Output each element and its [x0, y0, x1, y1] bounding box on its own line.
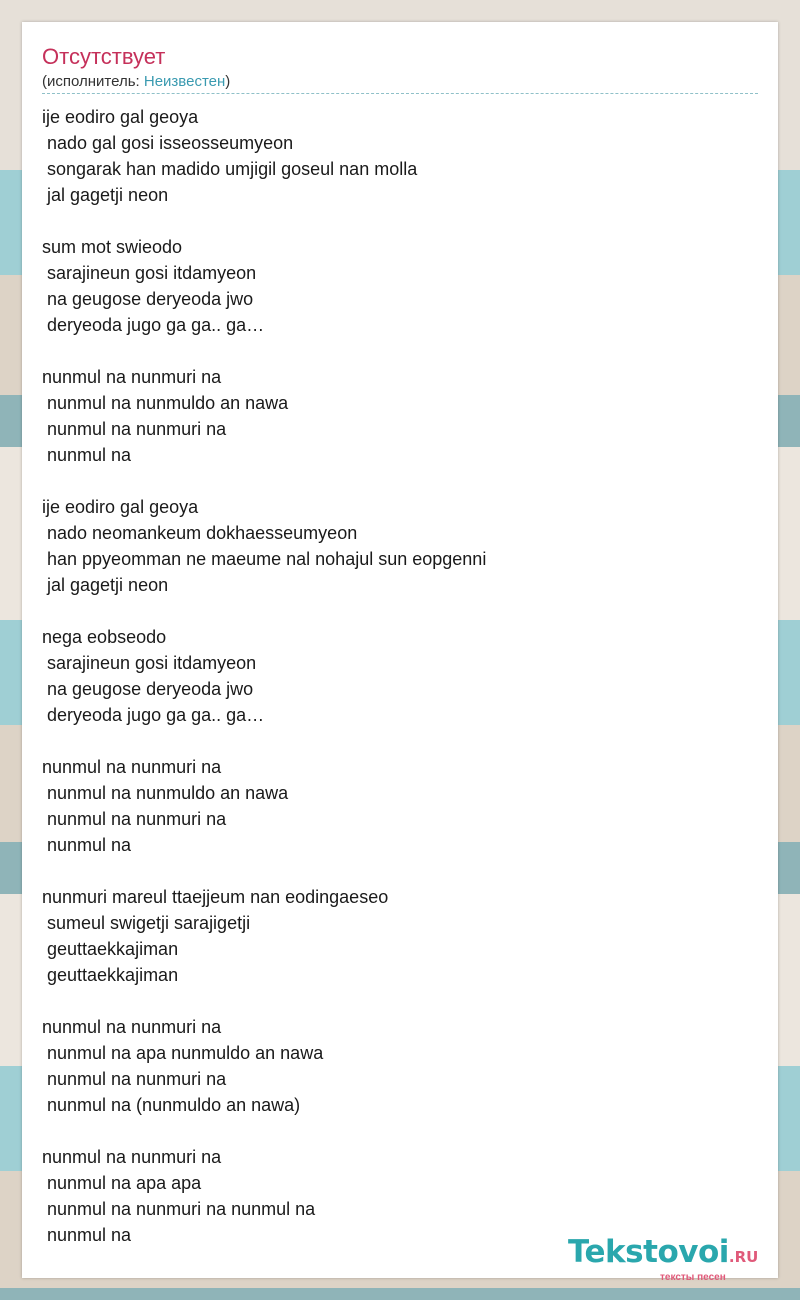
lyrics-line: nunmul na nunmuri na	[42, 1069, 227, 1089]
logo-tld: .RU	[728, 1248, 759, 1266]
lyrics-line: nunmul na nunmuri na	[42, 757, 222, 777]
lyrics-line: nunmul na nunmuri na	[42, 367, 222, 387]
lyrics-line: nunmul na nunmuri na	[42, 419, 227, 439]
lyrics-line: nunmul na	[42, 835, 132, 855]
lyrics-line: nunmul na apa nunmuldo an nawa	[42, 1043, 324, 1063]
lyrics-line: nunmul na	[42, 1225, 132, 1245]
lyrics-blank-line	[42, 1118, 758, 1144]
lyrics-line: nunmul na nunmuri na nunmul na	[42, 1199, 316, 1219]
lyrics-line: nunmul na nunmuri na	[42, 1017, 222, 1037]
lyrics-blank-line	[42, 988, 758, 1014]
site-logo[interactable]	[568, 1234, 759, 1283]
artist-prefix: (исполнитель:	[42, 73, 144, 90]
artist-link[interactable]: Неизвестен	[143, 73, 226, 90]
lyrics-blank-line	[42, 858, 758, 884]
lyrics-line: nega eobseodo	[42, 627, 167, 647]
lyrics-blank-line	[42, 338, 758, 364]
artist-suffix: )	[225, 73, 231, 90]
lyrics-line: nado gal gosi isseosseumyeon	[42, 133, 294, 153]
logo-tagline: тексты песен	[660, 1272, 726, 1283]
divider	[42, 93, 758, 94]
logo-name: Tekstovoi	[568, 1234, 729, 1270]
artist-line	[42, 73, 230, 91]
lyrics-line: na geugose deryeoda jwo	[42, 679, 254, 699]
lyrics-blank-line	[42, 468, 758, 494]
lyrics-line: jal gagetji neon	[42, 575, 169, 595]
stripe-gray	[0, 1288, 800, 1300]
lyrics-line: geuttaekkajiman	[42, 939, 179, 959]
lyrics-line: nunmul na apa apa	[42, 1173, 202, 1193]
lyrics-line: nunmuri mareul ttaejjeum nan eodingaeseo	[42, 887, 389, 907]
lyrics-line: sum mot swieodo	[42, 237, 183, 257]
lyrics-line: nunmul na nunmuri na	[42, 809, 227, 829]
lyrics-line: deryeoda jugo ga ga.. ga…	[42, 705, 265, 725]
lyrics-line: han ppyeomman ne maeume nal nohajul sun eopgenni	[42, 549, 487, 569]
lyrics-line: sarajineun gosi itdamyeon	[42, 653, 257, 673]
lyrics-line: nado neomankeum dokhaesseumyeon	[42, 523, 358, 543]
lyrics-line: nunmul na (nunmuldo an nawa)	[42, 1095, 301, 1115]
lyrics-card	[22, 22, 778, 1283]
song-title: Отсутствует	[42, 44, 166, 69]
lyrics-line: ije eodiro gal geoya	[42, 107, 199, 127]
lyrics-blank-line	[42, 208, 758, 234]
lyrics-line: deryeoda jugo ga ga.. ga…	[42, 315, 265, 335]
lyrics-line: nunmul na nunmuldo an nawa	[42, 393, 289, 413]
lyrics-line: na geugose deryeoda jwo	[42, 289, 254, 309]
lyrics-line: jal gagetji neon	[42, 185, 169, 205]
lyrics-blank-line	[42, 598, 758, 624]
lyrics-line: nunmul na nunmuri na	[42, 1147, 222, 1167]
lyrics-line: sarajineun gosi itdamyeon	[42, 263, 257, 283]
lyrics-line: geuttaekkajiman	[42, 965, 179, 985]
lyrics-blank-line	[42, 728, 758, 754]
lyrics-line: sumeul swigetji sarajigetji	[42, 913, 251, 933]
lyrics-line: nunmul na nunmuldo an nawa	[42, 783, 289, 803]
lyrics-line: nunmul na	[42, 445, 132, 465]
lyrics-text	[42, 104, 758, 1248]
lyrics-line: ije eodiro gal geoya	[42, 497, 199, 517]
lyrics-line: songarak han madido umjigil goseul nan molla	[42, 159, 418, 179]
